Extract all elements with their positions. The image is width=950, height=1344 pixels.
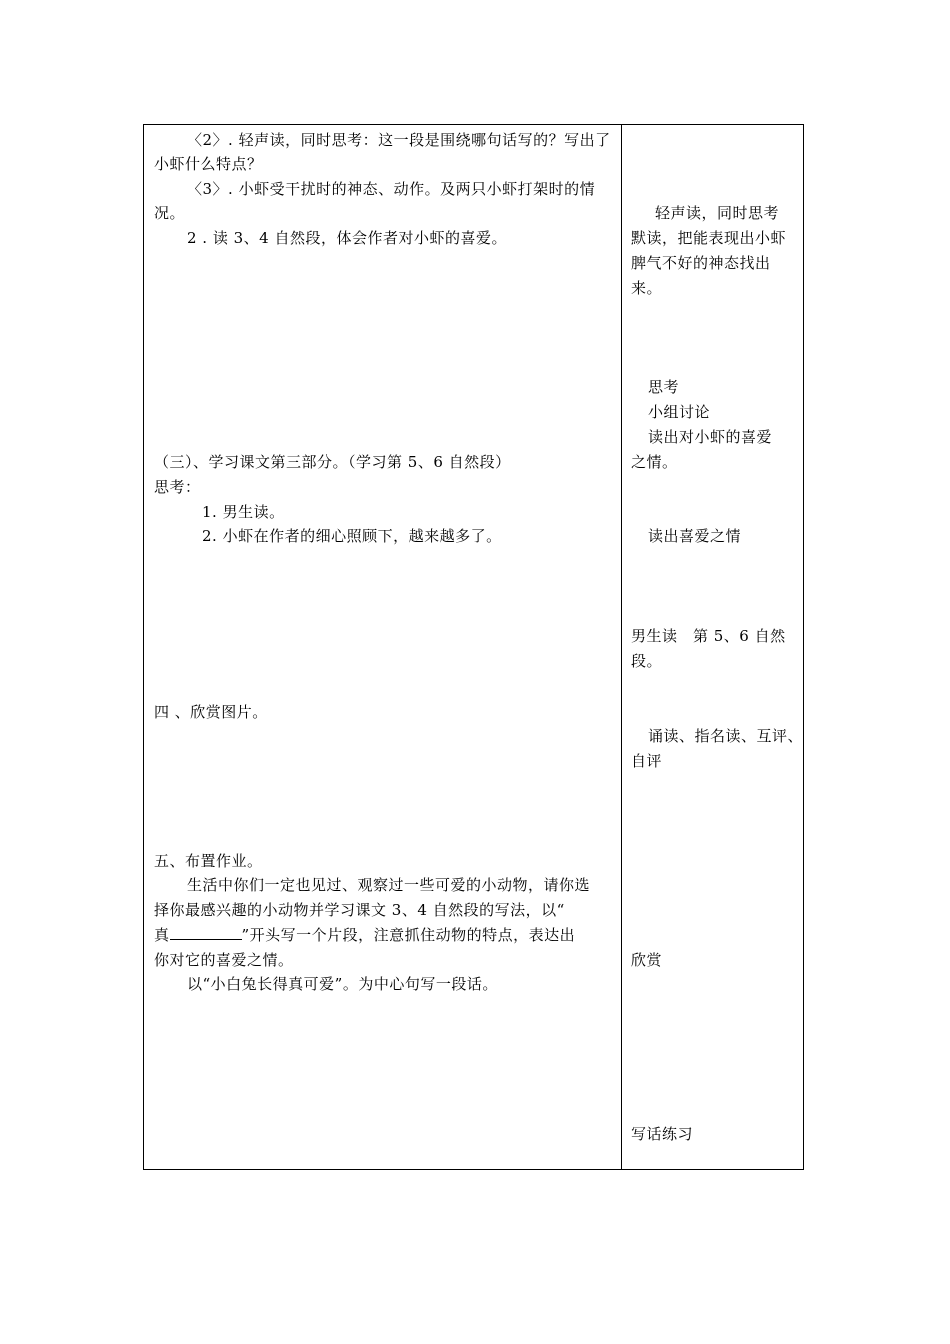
right-activity-1-line1: 轻声读，同时思考 xyxy=(655,204,780,222)
column-divider xyxy=(621,125,622,1169)
fill-in-blank xyxy=(170,923,242,940)
homework-line4: 你对它的喜爱之情。 xyxy=(154,951,294,969)
section-5-heading: 五、布置作业。 xyxy=(154,852,263,870)
right-activity-2-line2: 小组讨论 xyxy=(648,403,711,421)
right-activity-1-line4: 来。 xyxy=(631,279,663,297)
left-item-3-line1: 〈3〉. 小虾受干扰时的神态、动作。及两只小虾打架时的情 xyxy=(187,180,596,198)
right-activity-5-line1: 诵读、指名读、互评、 xyxy=(648,727,804,745)
left-item-2-line1: 〈2〉. 轻声读，同时思考：这一段是围绕哪句话写的？写出了 xyxy=(187,131,611,149)
homework-line2: 择你最感兴趣的小动物并学习课文 3、4 自然段的写法，以“ xyxy=(154,901,565,919)
right-activity-1-line3: 脾气不好的神态找出 xyxy=(631,254,771,272)
homework-line3-prefix: 真 xyxy=(154,926,170,944)
homework-line1: 生活中你们一定也见过、观察过一些可爱的小动物，请你选 xyxy=(187,876,591,894)
right-activity-5-line2: 自评 xyxy=(631,752,663,770)
left-item-3-line2: 况。 xyxy=(154,204,186,222)
right-activity-4-line1: 男生读 第 5、6 自然 xyxy=(631,627,786,645)
right-activity-3: 读出喜爱之情 xyxy=(648,527,742,545)
homework-line5: 以“小白兔长得真可爱”。为中心句写一段话。 xyxy=(187,975,498,993)
part-3-heading: （三）、学习课文第三部分。（学习第 5、6 自然段） xyxy=(154,453,511,471)
homework-line3-suffix: ”开头写一个片段，注意抓住动物的特点，表达出 xyxy=(241,926,576,944)
left-step-2: 2 . 读 3、4 自然段，体会作者对小虾的喜爱。 xyxy=(187,229,507,247)
right-activity-2-line1: 思考 xyxy=(648,378,680,396)
part-3-item-1: 1. 男生读。 xyxy=(202,503,285,521)
section-4-heading: 四 、欣赏图片。 xyxy=(154,703,268,721)
right-activity-2-line4: 之情。 xyxy=(631,453,678,471)
right-activity-6: 欣赏 xyxy=(631,951,663,969)
homework-line3 xyxy=(154,923,575,947)
right-activity-1-line2: 默读，把能表现出小虾 xyxy=(631,229,787,247)
right-activity-4-line2: 段。 xyxy=(631,652,663,670)
left-item-2-line2: 小虾什么特点？ xyxy=(154,155,263,173)
right-activity-2-line3: 读出对小虾的喜爱 xyxy=(648,428,773,446)
right-activity-7: 写话练习 xyxy=(631,1125,694,1143)
part-3-item-2: 2. 小虾在作者的细心照顾下，越来越多了。 xyxy=(202,527,502,545)
think-label: 思考： xyxy=(154,478,201,496)
